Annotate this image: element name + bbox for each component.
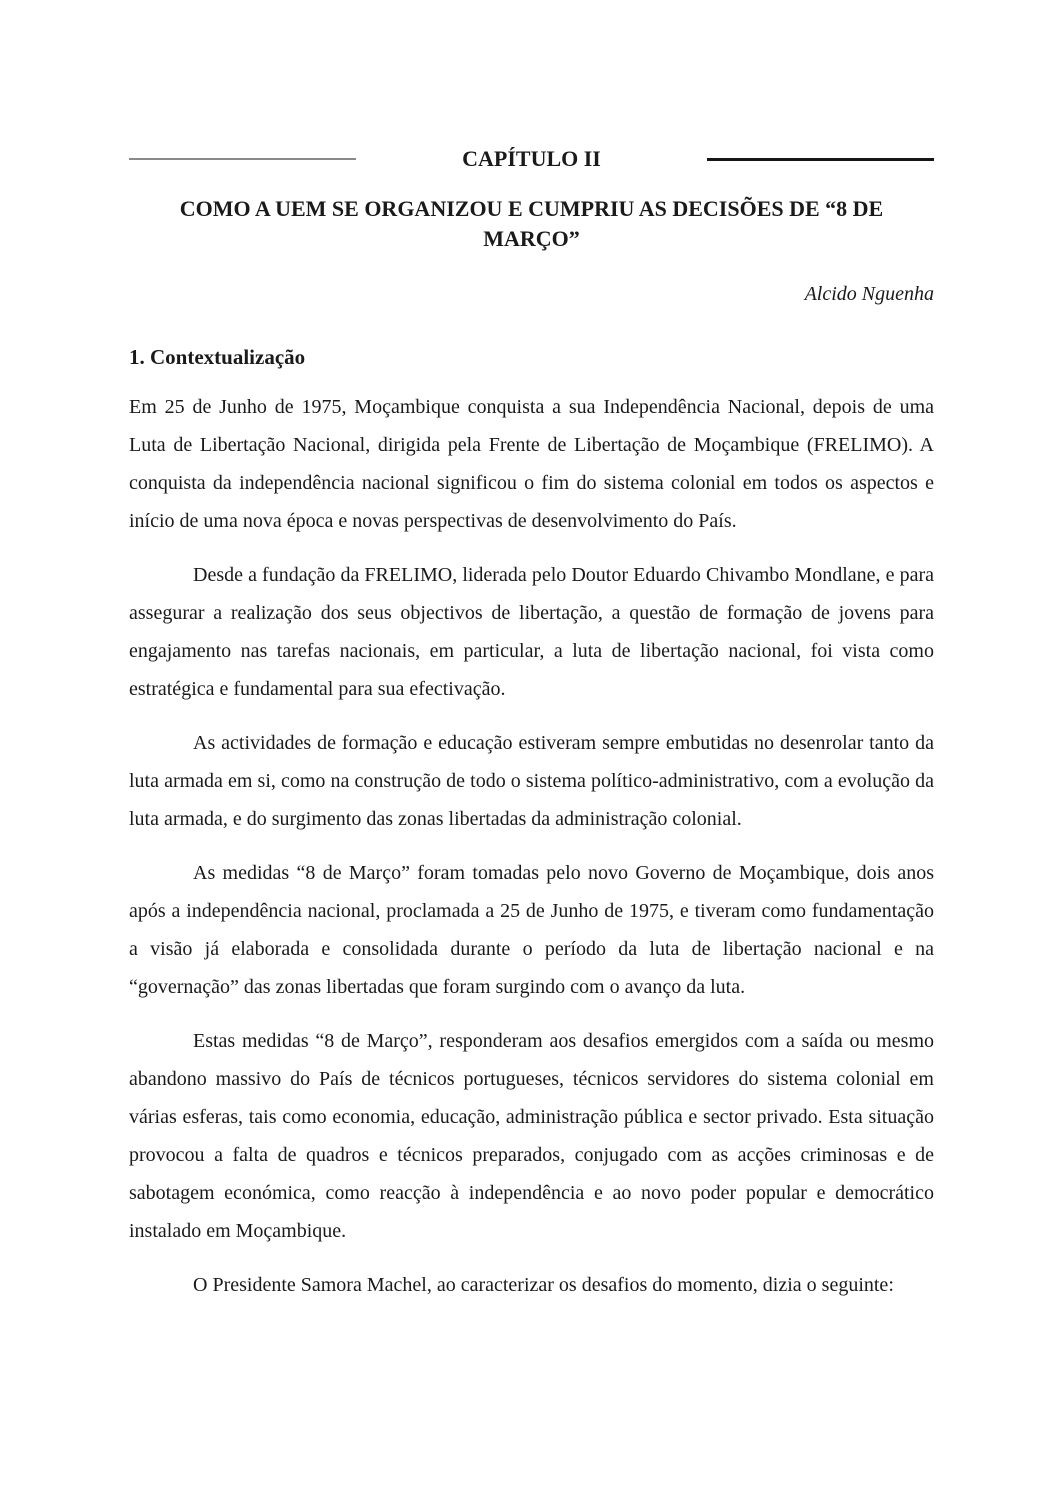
chapter-header xyxy=(129,146,934,172)
right-rule-divider xyxy=(707,158,934,161)
paragraph: Em 25 de Junho de 1975, Moçambique conquista a sua Independência Nacional, depois de uma Luta de Libertação Nacional, dirigida pela Frente de Libertação de Moçambique (FRELIMO). A conquista da independência nacional significou o fim do sistema colonial em todos os aspectos e início de uma nova época e novas perspectivas de desenvolvimento do País. xyxy=(129,396,934,532)
chapter-title: COMO A UEM SE ORGANIZOU E CUMPRIU AS DECISÕES DE “8 DE MARÇO” xyxy=(179,196,884,251)
paragraph: As actividades de formação e educação estiveram sempre embutidas no desenrolar tanto da luta armada em si, como na construção de todo o sistema político-administrativo, com a evolução da luta armada, e do surgimento das zonas libertadas da administração colonial. xyxy=(129,732,934,830)
left-rule-divider xyxy=(129,158,356,160)
paragraph: As medidas “8 de Março” foram tomadas pelo novo Governo de Moçambique, dois anos após a independência nacional, proclamada a 25 de Junho de 1975, e tiveram como fundamentação a visão já elaborada e consolidada durante o período da luta de libertação nacional e na “governação” das zonas libertadas que foram surgindo com o avanço da luta. xyxy=(129,862,934,998)
paragraph: Estas medidas “8 de Março”, responderam aos desafios emergidos com a saída ou mesmo abandono massivo do País de técnicos portugueses, técnicos servidores do sistema colonial em várias esferas, tais como economia, educação, administração pública e sector privado. Esta situação provocou a falta de quadros e técnicos preparados, conjugado com as acções criminosas e de sabotagem económica, como reacção à independência e ao novo poder popular e democrático instalado em Moçambique. xyxy=(129,1030,934,1242)
author-name: Alcido Nguenha xyxy=(804,283,934,305)
chapter-label: CAPÍTULO II xyxy=(462,146,601,171)
paragraph: O Presidente Samora Machel, ao caracterizar os desafios do momento, dizia o seguinte: xyxy=(193,1274,894,1296)
section-heading: 1. Contextualização xyxy=(129,345,306,369)
paragraph: Desde a fundação da FRELIMO, liderada pelo Doutor Eduardo Chivambo Mondlane, e para assegurar a realização dos seus objectivos de libertação, a questão de formação de jovens para engajamento nas tarefas nacionais, em particular, a luta de libertação nacional, foi vista como estratégica e fundamental para sua efectivação. xyxy=(129,564,934,700)
